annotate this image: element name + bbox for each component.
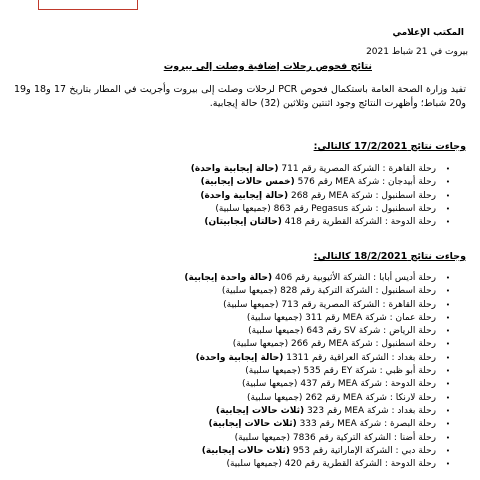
- flight-description: رحلة اسطنبول : شركة MEA رقم 268: [288, 190, 436, 201]
- section-title-17feb: وجاءت نتائج 17/2/2021 كالتالي:: [313, 141, 466, 152]
- bullet-icon: •: [445, 367, 450, 376]
- list-item: [184, 418, 450, 431]
- office-name: المكتب الإعلامي: [392, 28, 464, 38]
- flight-description: رحلة أبيدجان : شركة MEA رقم 576: [294, 177, 436, 188]
- section-title-18feb: وجاءت نتائج 18/2/2021 كالتالي:: [313, 251, 466, 262]
- list-item: [184, 285, 450, 298]
- flight-description: رحلة بغداد : الشركة العراقية رقم 1311: [283, 352, 436, 363]
- bullet-icon: •: [445, 191, 450, 200]
- test-result: (حالتان إيجابيتان): [204, 217, 282, 228]
- intro-paragraph: تفيد وزارة الصحة العامة باستكمال فحوص PCR لرحلات وصلت إلى بيروت وأجريت في المطار بتاريخ 17 و18 و19 و20 شباط؛ وأظهرت النتائج وجود اثنتين وثلاثين (32) حالة إيجابية.: [14, 84, 466, 109]
- bullet-icon: •: [445, 460, 450, 469]
- flight-list-18feb: [184, 272, 450, 471]
- flight-description: رحلة البصرة : شركة MEA رقم 333: [296, 419, 436, 430]
- bullet-icon: •: [445, 353, 450, 362]
- list-item: [191, 190, 450, 203]
- document-subject: نتائج فحوص رحلات إضافية وصلت إلى بيروت: [163, 61, 372, 72]
- flight-description: رحلة عمان : شركة MEA رقم 311: [302, 312, 436, 323]
- test-result: (جميعها سلبية): [226, 459, 282, 470]
- bullet-icon: •: [445, 274, 450, 282]
- bullet-icon: •: [445, 406, 450, 415]
- test-result: (حالة إيجابية واحدة): [195, 352, 284, 363]
- flight-description: رحلة أضنا : الشركة التركية رقم 7836: [289, 432, 436, 443]
- flight-description: رحلة أبو ظبي : شركة EY رقم 535: [300, 366, 436, 377]
- letterhead-frame: [38, 0, 138, 10]
- flight-description: رحلة اسطنبول : شركة MEA رقم 266: [288, 339, 436, 350]
- list-item: [184, 325, 450, 338]
- bullet-icon: •: [445, 393, 450, 402]
- flight-description: رحلة أديس أبابا : الشركة الأثيوبية رقم 406: [272, 273, 436, 283]
- test-result: (جميعها سلبية): [247, 392, 303, 403]
- bullet-icon: •: [445, 165, 450, 173]
- flight-description: رحلة الدوحة : الشركة القطرية رقم 420: [281, 459, 436, 470]
- test-result: (جميعها سلبية): [215, 203, 271, 214]
- list-item: [191, 216, 450, 229]
- test-result: (ثلاث حالات إيجابية): [215, 405, 305, 416]
- flight-description: رحلة القاهرة : الشركة المصرية رقم 713: [278, 299, 436, 310]
- flight-description: رحلة القاهرة : الشركة المصرية رقم 711: [278, 164, 436, 174]
- test-result: (جميعها سلبية): [232, 339, 289, 350]
- test-result: (ثلاث حالات إيجابية): [208, 419, 297, 430]
- bullet-icon: •: [445, 327, 450, 336]
- test-result: (جميعها سلبية): [246, 312, 303, 323]
- list-item: [184, 392, 450, 405]
- flight-description: رحلة الدوحة : شركة MEA رقم 437: [297, 379, 436, 390]
- test-result: (جميعها سلبية): [234, 432, 290, 443]
- flight-description: رحلة الرياض : شركة SV رقم 643: [303, 326, 436, 337]
- list-item: [184, 405, 450, 418]
- test-result: (ثلاث حالات إيجابية): [201, 445, 290, 456]
- bullet-icon: •: [445, 446, 450, 455]
- test-result: (جميعها سلبية): [221, 286, 278, 297]
- flight-description: رحلة لارنكا : شركة MEA رقم 262: [302, 392, 436, 403]
- list-item: [184, 365, 450, 378]
- bullet-icon: •: [445, 300, 450, 309]
- bullet-icon: •: [445, 287, 450, 296]
- list-item: [191, 203, 450, 216]
- test-result: (جميعها سلبية): [223, 299, 279, 310]
- test-result: (حالة واحدة إيجابية): [184, 273, 273, 283]
- test-result: (جميعها سلبية): [245, 366, 301, 377]
- bullet-icon: •: [445, 380, 450, 389]
- flight-description: رحلة دبي : الشركة الإماراتية رقم 953: [289, 445, 436, 456]
- bullet-icon: •: [445, 313, 450, 322]
- bullet-icon: •: [445, 433, 450, 442]
- test-result: (خمس حالات إيجابية): [200, 177, 295, 188]
- list-item: [191, 176, 450, 189]
- list-item: [191, 163, 450, 176]
- bullet-icon: •: [445, 420, 450, 429]
- test-result: (حالة إيجابية واحدة): [200, 190, 289, 201]
- flight-description: رحلة بغداد : شركة MEA رقم 323: [304, 405, 436, 416]
- bullet-icon: •: [445, 204, 450, 213]
- list-item: [184, 458, 450, 471]
- test-result: (جميعها سلبية): [248, 326, 304, 337]
- flight-list-17feb: [191, 163, 450, 229]
- test-result: (جميعها سلبية): [242, 379, 298, 390]
- list-item: [184, 312, 450, 325]
- list-item: [184, 432, 450, 445]
- list-item: [184, 445, 450, 458]
- list-item: [184, 378, 450, 391]
- flight-description: رحلة اسطنبول : شركة Pegasus رقم 863: [270, 203, 436, 214]
- document-date: بيروت في 21 شباط 2021: [366, 47, 468, 57]
- bullet-icon: •: [445, 178, 450, 187]
- bullet-icon: •: [445, 340, 450, 349]
- list-item: [184, 352, 450, 365]
- bullet-icon: •: [445, 218, 450, 227]
- flight-description: رحلة الدوحة : الشركة القطرية رقم 418: [281, 217, 436, 228]
- list-item: [184, 338, 450, 351]
- list-item: [184, 272, 450, 285]
- flight-description: رحلة اسطنبول : الشركة التركية رقم 828: [277, 286, 436, 297]
- test-result: (حالة إيجابية واحدة): [190, 164, 279, 174]
- list-item: [184, 299, 450, 312]
